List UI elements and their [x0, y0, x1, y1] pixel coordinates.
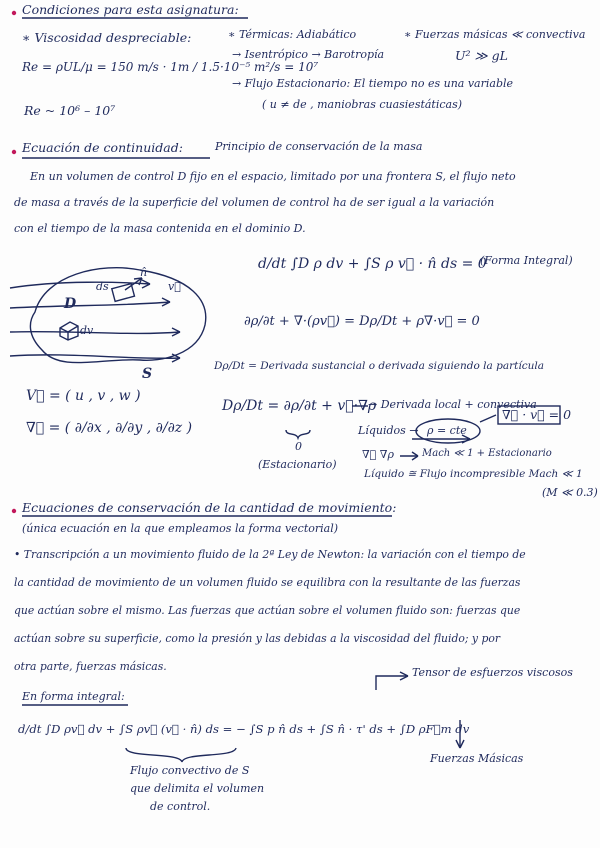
viscosity-text: ∗ Viscosidad despreciable: [22, 30, 192, 45]
flow-line [10, 355, 180, 358]
dv-label: dv [80, 324, 94, 337]
continuity-integral-eq: d/dt ∫D ρ dv + ∫S ρ v⃗ · n̂ ds = 0 [258, 256, 487, 272]
nabla-operator-def: ∇⃗ = ( ∂/∂x , ∂/∂y , ∂/∂z ) [26, 420, 193, 436]
zero-term: 0 [295, 440, 302, 453]
liquids-label: Líquidos → [358, 424, 419, 437]
momentum-line-1: • Transcripción a un movimiento fluido de la 2ª Ley de Newton: la variación con el tiempo de [14, 548, 526, 561]
mass-forces-eq: U² ≫ gL [455, 48, 508, 63]
flow-line [10, 302, 170, 308]
substantial-derivative-eq: Dρ/Dt = ∂ρ/∂t + v⃗·∇ρ [222, 398, 377, 414]
convective-brace [126, 748, 236, 762]
substantial-derivative-def: Dρ/Dt = Derivada sustancial o derivada siguiendo la partícula [214, 360, 544, 372]
liquid-incompressible: Líquido ≅ Flujo incompresible Mach ≪ 1 [364, 468, 583, 480]
momentum-title: Ecuaciones de conservación de la cantidad de movimiento: [22, 500, 397, 515]
momentum-note: (única ecuación en la que empleamos la forma vectorial) [22, 522, 339, 535]
normal-label: n̂ [140, 266, 148, 279]
nabla-rho: ∇⃗ ∇ρ [362, 448, 394, 461]
convective-flux-2: que delimita el volumen [130, 782, 265, 795]
rho-cte: ρ = cte [427, 424, 467, 437]
thermal-text: ∗ Térmicas: Adiabático [228, 28, 357, 41]
continuity-title: Ecuación de continuidad: [22, 140, 183, 155]
integral-form-label: (Forma Integral) [480, 254, 573, 267]
stationary-tag: (Estacionario) [258, 458, 337, 471]
continuity-line-3: con el tiempo de la masa contenida en el dominio D. [14, 222, 306, 235]
tensor-label: Tensor de esfuerzos viscosos [412, 666, 573, 679]
continuity-differential-eq: ∂ρ/∂t + ∇·(ρv⃗) = Dρ/Dt + ρ∇·v⃗ = 0 [244, 314, 480, 329]
convective-flux-3: de control. [150, 800, 211, 813]
stationary-text: → Flujo Estacionario: El tiempo no es una variable [232, 77, 514, 90]
volume-element-dv [60, 322, 78, 340]
convective-flux-1: Flujo convectivo de S [130, 764, 250, 777]
reynolds-range: Re ~ 10⁶ – 10⁷ [24, 103, 116, 118]
momentum-line-5: otra parte, fuerzas másicas. [14, 660, 167, 673]
momentum-integral-eq: d/dt ∫D ρv⃗ dv + ∫S ρv⃗ (v⃗ · n̂) ds = − ∫S p n̂ ds + ∫S n̂ · τ' ds + ∫D ρF⃗m dv [18, 722, 470, 736]
isentropic-text: → Isentrópico → Barotropía [232, 48, 385, 61]
momentum-line-2: la cantidad de movimiento de un volumen fluido se equilibra con la resultante de las fuerzas [14, 576, 521, 589]
local-convective-label: → Derivada local + convectiva [368, 398, 537, 411]
continuity-line-1: En un volumen de control D fijo en el espacio, limitado por una frontera S, el flujo neto [30, 170, 516, 183]
ds-label: ds [96, 280, 109, 293]
velocity-label: v⃗ [168, 280, 181, 293]
continuity-subtitle: Principio de conservación de la masa [215, 140, 423, 153]
momentum-line-4: actúan sobre su superficie, como la presión y las debidas a la viscosidad del fluido; y por [14, 632, 501, 645]
stationary-note: ( u ≠ de , maniobras cuasiestáticas) [262, 98, 463, 111]
surface-label: S [142, 366, 153, 382]
conditions-title: Condiciones para esta asignatura: [22, 2, 239, 17]
velocity-vector-def: V⃗ = ( u , v , w ) [26, 388, 141, 404]
mass-forces-label: Fuerzas Másicas [430, 752, 524, 765]
integral-form-title: En forma integral: [22, 690, 125, 703]
mach-stationary: Mach ≪ 1 + Estacionario [422, 448, 552, 459]
continuity-line-2: de masa a través de la superficie del volumen de control ha de ser igual a la variación [14, 196, 495, 209]
flow-line [10, 332, 180, 334]
div-v-zero: ∇⃗ · v⃗ = 0 [502, 407, 572, 422]
mass-forces-text: ∗ Fuerzas másicas ≪ convectiva [404, 28, 586, 41]
mach-value: (M ≪ 0.3) [542, 486, 598, 499]
domain-label: D [64, 296, 77, 312]
momentum-line-3: que actúan sobre el mismo. Las fuerzas que actúan sobre el volumen fluido son: fuerzas que [14, 604, 521, 617]
reynolds-formula: Re = ρUL/μ = 150 m/s · 1m / 1.5·10⁻⁵ m²/s = 10⁷ [22, 60, 319, 74]
